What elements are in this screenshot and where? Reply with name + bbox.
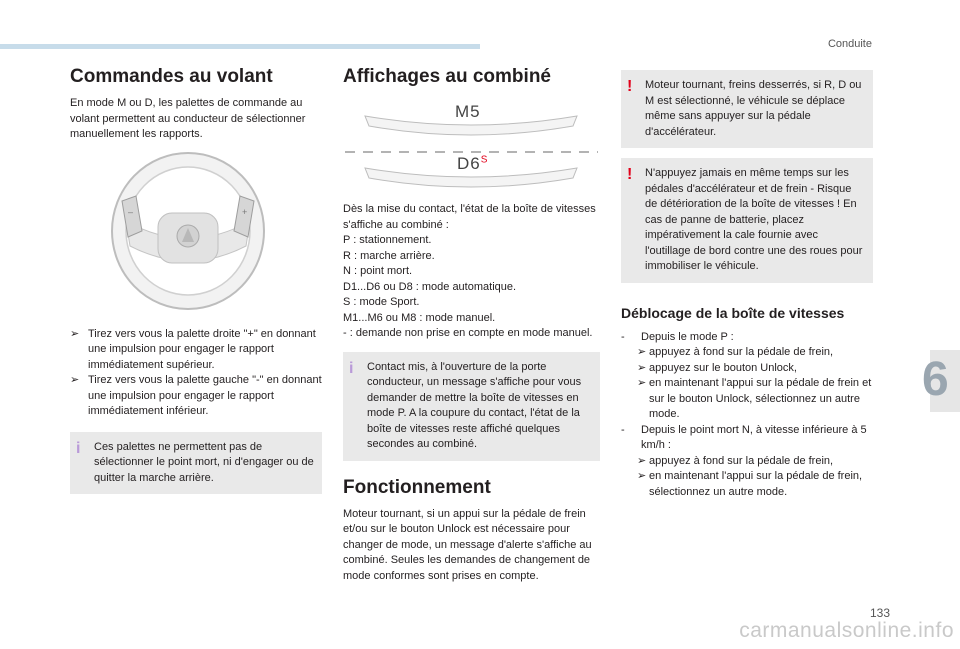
arrow-bullet-icon: ➢ [637, 361, 647, 374]
intro-text: En mode M ou D, les palettes de commande au volant permettent au conducteur de sélectionner manuellement les rapports. [70, 97, 306, 140]
watermark: carmanualsonline.info [739, 619, 954, 642]
warning-icon: ! [627, 78, 633, 95]
section-title: Commandes au volant [70, 66, 273, 87]
info-icon: i [76, 439, 81, 457]
list-item: ➢ appuyez à fond sur la pédale de frein, [621, 345, 873, 361]
gearbox-state-list [343, 202, 600, 342]
top-accent-bar [0, 44, 480, 49]
list-item: - Depuis le mode P : [621, 330, 734, 343]
arrow-bullet-icon: ➢ [70, 374, 80, 386]
unlock-procedure-list [621, 330, 873, 501]
list-item: D1...D6 ou D8 : mode automatique. [343, 280, 517, 293]
display-value-bottom: $D6^S$ [457, 154, 489, 173]
arrow-bullet-icon: ➢ [637, 454, 647, 467]
svg-text:–: – [128, 206, 134, 217]
body-text: Moteur tournant, si un appui sur la pédale de frein et/ou sur le bouton Unlock est nécessaire pour changer de mode, un message d'alerte s'affiche au combiné. Seules les demandes de changement de mode conformes sont prises en compte. [343, 507, 592, 582]
info-box: i Contact mis, à l'ouverture de la porte conducteur, un message s'affiche pour vous demander de mettre la boîte de vitesses en mode P. A la coupure du contact, l'état de la boîte de vitesses reste affiché quelques secondes au combiné. [343, 352, 600, 461]
list-item: ➢ appuyez sur le bouton Unlock, [621, 361, 873, 377]
column-warnings-unlock [621, 70, 873, 500]
list-item: P : stationnement. [343, 234, 432, 246]
arrow-bullet-icon: ➢ [70, 327, 80, 340]
arrow-bullet-icon: ➢ [637, 377, 647, 389]
list-item: M1...M6 ou M8 : mode manuel. [343, 311, 496, 324]
list-item: ➢ en maintenant l'appui sur la pédale de frein, sélectionnez un autre mode. [637, 470, 863, 498]
svg-text:+: + [242, 206, 248, 217]
warning-box: ! N'appuyez jamais en même temps sur les pédales d'accélérateur et de frein - Risque de détérioration de la boîte de vitesses ! En cas de panne de batterie, placez impérativement la cale fournie avec l'outillage de bord contre une des roues pour immobiliser le véhicule. [621, 158, 873, 283]
list-item: ➢ en maintenant l'appui sur la pédale de frein et sur le bouton Unlock, sélectionnez un autre mode. [637, 377, 872, 420]
subsection-title: Déblocage de la boîte de vitesses [621, 304, 845, 321]
arrow-bullet-icon: ➢ [637, 470, 647, 482]
list-item: ➢ Tirez vers vous la palette droite "+" en donnant une impulsion pour engager le rapport immédiatement supérieur. [70, 327, 316, 371]
section-label: Conduite [827, 38, 872, 50]
list-item: ➢ Tirez vers vous la palette gauche "-" en donnant une impulsion pour engager le rapport immédiatement inférieur. [70, 374, 322, 417]
info-box: i Ces palettes ne permettent pas de sélectionner le point mort, ni d'engager ou de quitter la marche arrière. [70, 432, 322, 495]
column-cluster-display [343, 66, 600, 584]
info-icon: i [349, 359, 354, 377]
page-number: 133 [869, 606, 890, 620]
display-value-top: M5 [455, 102, 481, 121]
section-title: Affichages au combiné [343, 66, 551, 87]
warning-box: ! Moteur tournant, freins desserrés, si R, D ou M est sélectionné, le véhicule se déplace même sans appuyer sur la pédale d'accélérateur. [621, 70, 873, 148]
list-item: ➢ appuyez à fond sur la pédale de frein, [621, 454, 873, 470]
list-item: Dès la mise du contact, l'état de la boîte de vitesses s'affiche au combiné : [343, 203, 596, 231]
list-item: N : point mort. [343, 265, 413, 277]
subsection-title: Fonctionnement [343, 476, 491, 498]
warning-icon: ! [627, 166, 633, 183]
chapter-tab: 6 [930, 350, 960, 412]
steering-wheel-illustration [70, 151, 322, 321]
list-item: - Depuis le point mort N, à vitesse inférieure à 5 km/h : [621, 423, 867, 451]
list-item: S : mode Sport. [343, 296, 420, 308]
instruction-list [70, 327, 322, 420]
list-item: R : marche arrière. [343, 249, 435, 262]
list-item: - : demande non prise en compte en mode manuel. [343, 327, 593, 339]
arrow-bullet-icon: ➢ [637, 346, 647, 358]
column-steering-controls [70, 66, 322, 494]
